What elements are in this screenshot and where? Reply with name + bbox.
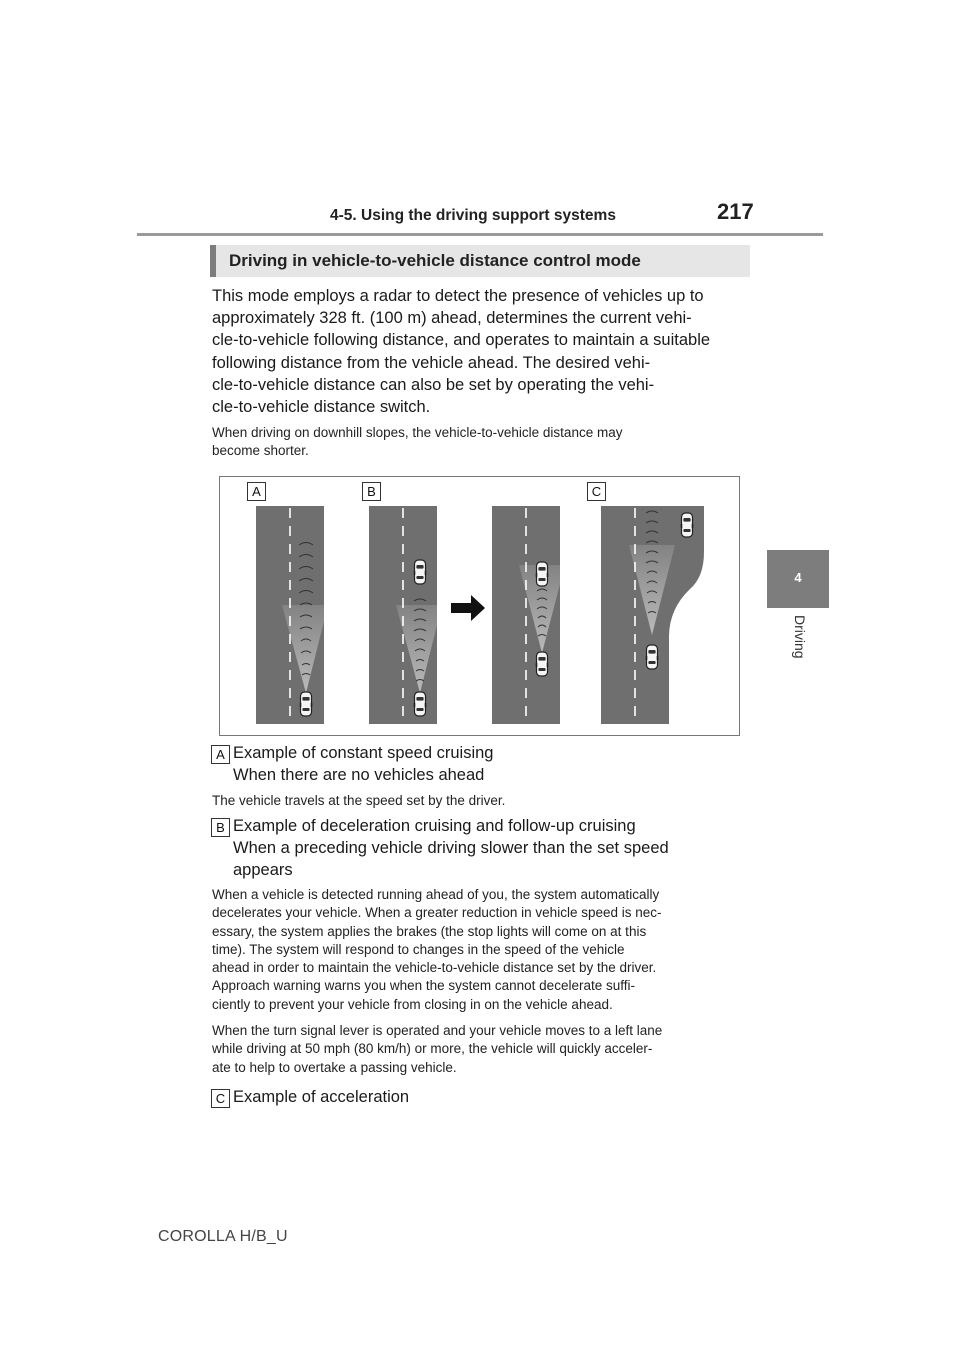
intro-line: cle-to-vehicle distance switch. (212, 398, 431, 417)
entry-title-line: When a preceding vehicle driving slower than the set speed (233, 839, 669, 857)
road-illustration (220, 477, 739, 735)
entry-a-badge: A (211, 745, 230, 764)
intro-line: cle-to-vehicle following distance, and operates to maintain a suitable (212, 331, 711, 350)
entry-title-line: Example of constant speed cruising (233, 744, 494, 762)
entry-desc-line: decelerates your vehicle. When a greater reduction in vehicle speed is nec- (212, 905, 662, 921)
entry-desc-line: ahead in order to maintain the vehicle-to-vehicle distance set by the driver. (212, 960, 657, 976)
entry-c-title (233, 1086, 409, 1108)
section-heading-text: Driving in vehicle-to-vehicle distance control mode (229, 251, 641, 270)
note-line: become shorter. (212, 443, 309, 459)
road-c (601, 506, 704, 724)
entry-desc-line: time). The system will respond to changes in the speed of the vehicle (212, 941, 625, 957)
note-line: When driving on downhill slopes, the vehicle-to-vehicle distance may (212, 425, 623, 440)
intro-paragraph (212, 285, 757, 418)
entry-b-title (233, 815, 669, 881)
entry-b-desc-2 (212, 1022, 662, 1077)
intro-line: cle-to-vehicle distance can also be set by operating the vehi- (212, 375, 655, 394)
figure-label-b: B (362, 482, 381, 501)
chapter-label-wrap (790, 615, 810, 705)
entry-desc-line: The vehicle travels at the speed set by the driver. (212, 793, 506, 808)
intro-line: approximately 328 ft. (100 m) ahead, determines the current vehi- (212, 309, 692, 328)
road-a (256, 506, 328, 724)
entry-desc-line: When the turn signal lever is operated and your vehicle moves to a left lane (212, 1023, 663, 1038)
entry-title-line: Example of deceleration cruising and follow-up cruising (233, 817, 636, 835)
section-heading (210, 245, 750, 277)
entry-desc-line: essary, the system applies the brakes (the stop lights will come on at this (212, 923, 647, 939)
figure-label-c: C (587, 482, 606, 501)
entry-a-desc (212, 792, 505, 810)
transition-arrow (451, 595, 485, 621)
downhill-note (212, 424, 757, 461)
intro-line: following distance from the vehicle ahead. The desired vehi- (212, 353, 651, 372)
header-rule (137, 233, 823, 236)
page-number: 217 (717, 199, 754, 224)
chapter-number: 4 (794, 570, 802, 585)
chapter-label: Driving (792, 615, 808, 659)
road-b-follow (492, 506, 565, 724)
cruise-control-diagram (219, 476, 740, 736)
figure-label-a: A (247, 482, 266, 501)
entry-title-line: appears (233, 861, 293, 879)
entry-desc-line: When a vehicle is detected running ahead of you, the system automatically (212, 887, 660, 902)
entry-c-badge: C (211, 1089, 230, 1108)
entry-desc-line: ciently to prevent your vehicle from closing in on the vehicle ahead. (212, 996, 613, 1012)
section-title: 4-5. Using the driving support systems (330, 207, 616, 224)
road-b (369, 506, 442, 724)
intro-line: This mode employs a radar to detect the presence of vehicles up to (212, 287, 704, 305)
entry-a-title (233, 742, 493, 786)
entry-desc-line: Approach warning warns you when the system cannot decelerate suffi- (212, 978, 635, 994)
entry-desc-line: while driving at 50 mph (80 km/h) or more, the vehicle will quickly acceler- (212, 1041, 653, 1057)
entry-title-line: When there are no vehicles ahead (233, 766, 485, 784)
entry-desc-line: ate to help to overtake a passing vehicle. (212, 1059, 457, 1075)
manual-footer: COROLLA H/B_U (158, 1228, 288, 1245)
entry-b-badge: B (211, 818, 230, 837)
entry-title-line: Example of acceleration (233, 1088, 410, 1106)
entry-b-desc-1 (212, 886, 662, 1014)
